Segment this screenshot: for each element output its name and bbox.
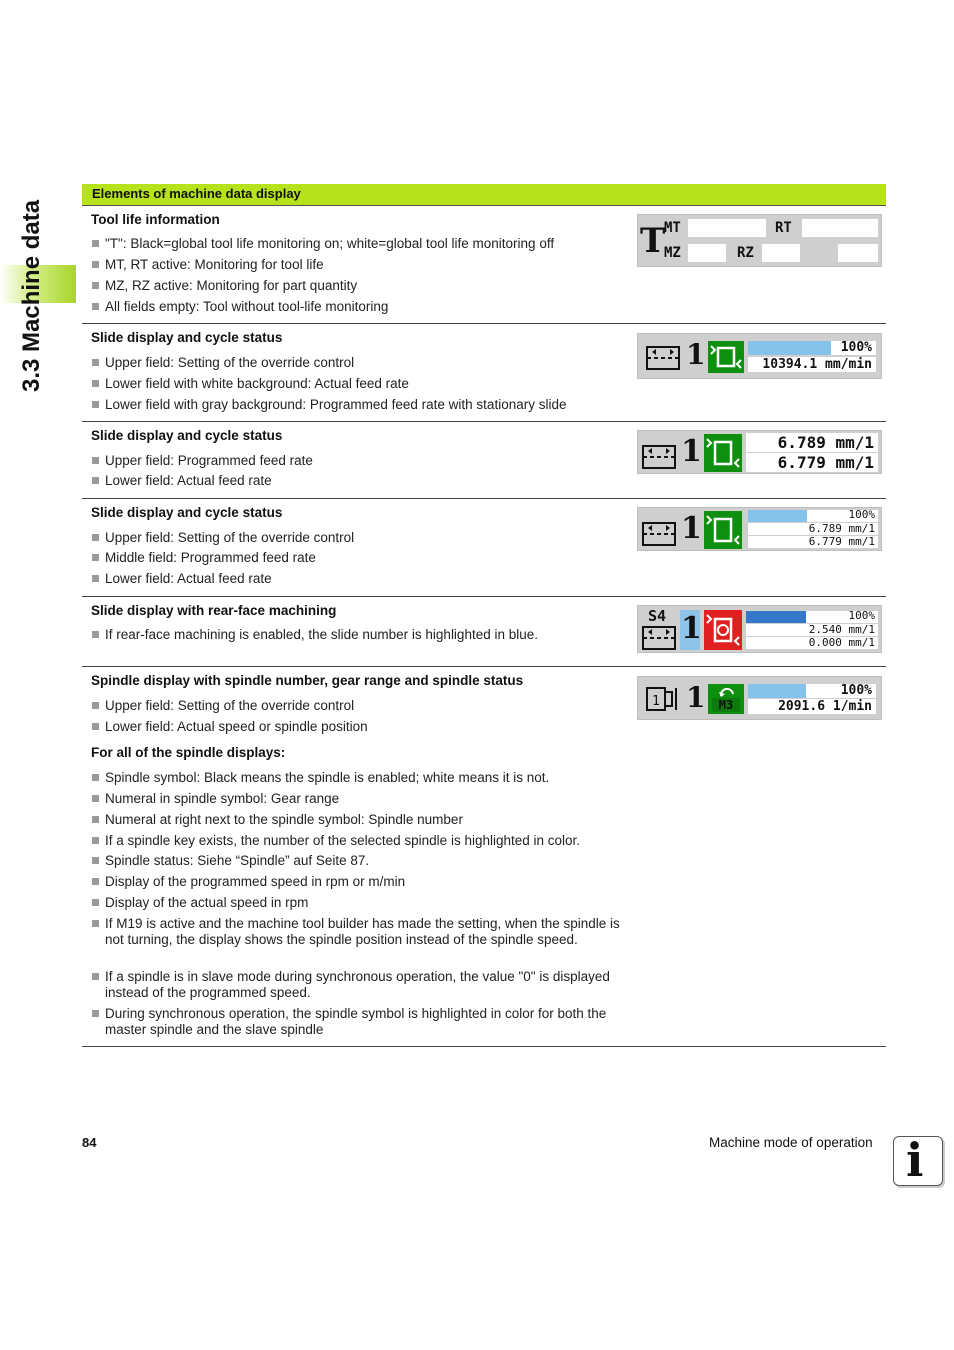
slide-icon [642, 445, 676, 469]
override-bar [748, 510, 807, 522]
actual-feed-value: 6.779 mm/1 [746, 453, 878, 472]
mt-field [688, 219, 766, 237]
slide-display-feed [637, 430, 882, 474]
chapter-title-text: 3.3 Machine data [18, 199, 45, 392]
section-title-slide-1: Slide display and cycle status [91, 330, 283, 345]
list-item: Spindle status: Siehe “Spindle” auf Seite 87. [91, 853, 635, 869]
list-item: During synchronous operation, the spindle symbol is highlighted in color for both the master spindle and the slave spindle [91, 1006, 635, 1038]
override-value: 100% [840, 683, 872, 698]
footer-text: Machine mode of operation [709, 1135, 873, 1150]
list-item: Lower field with white background: Actual feed rate [91, 376, 635, 392]
override-value: 100% [840, 340, 872, 355]
spindle-status-label: M3 [712, 698, 740, 712]
slide-display-three-fields [637, 507, 882, 551]
list-item: "T": Black=global tool life monitoring on; white=global tool life monitoring off [91, 236, 635, 252]
spindle-icon [646, 686, 680, 712]
cycle-status-icon [708, 341, 744, 373]
override-bar [748, 684, 806, 698]
table-header-text: Elements of machine data display [92, 186, 301, 201]
cycle-status-icon [704, 511, 742, 549]
slide-number: 1 [686, 338, 706, 371]
slide-number: 1 [681, 511, 702, 546]
list-item: Upper field: Setting of the override control [91, 355, 635, 371]
override-field [748, 510, 878, 522]
extra-field [838, 244, 878, 262]
list-item: Display of the programmed speed in rpm or m/min [91, 874, 635, 890]
list-item: MZ, RZ active: Monitoring for part quantity [91, 278, 635, 294]
table-header [82, 184, 886, 206]
list-item: Numeral at right next to the spindle symbol: Spindle number [91, 812, 635, 828]
actual-feed-value: 10394.1 mm/min [748, 357, 876, 372]
list-item: If a spindle is in slave mode during synchronous operation, the value "0" is displayed instead of the programmed speed. [91, 969, 635, 1001]
override-bar [746, 611, 806, 623]
override-field [746, 611, 878, 623]
programmed-feed-value: 6.789 mm/1 [746, 433, 878, 452]
list-item: Upper field: Programmed feed rate [91, 453, 635, 469]
rt-field [802, 219, 878, 237]
row-divider [82, 323, 886, 324]
cycle-stop-icon [704, 610, 742, 650]
mt-label: MT [664, 220, 681, 236]
section-title-slide-3: Slide display and cycle status [91, 505, 283, 520]
row-divider [82, 596, 886, 597]
slide-display-override [637, 333, 882, 379]
slide-number: 1 [681, 434, 702, 469]
gear-range-number: 1 [652, 694, 660, 709]
override-field [748, 684, 876, 698]
section-title-slide-2: Slide display and cycle status [91, 428, 283, 443]
list-item: All fields empty: Tool without tool-life monitoring [91, 299, 635, 315]
slide-icon [646, 346, 680, 370]
slide-label: S4 [648, 607, 667, 625]
list-item: MT, RT active: Monitoring for tool life [91, 257, 635, 273]
list-item: If rear-face machining is enabled, the slide number is highlighted in blue. [91, 627, 635, 643]
slide-display-rear-face [637, 605, 882, 653]
list-item: Numeral in spindle symbol: Gear range [91, 791, 635, 807]
cycle-status-icon [704, 434, 742, 472]
actual-feed-value: 0.000 mm/1 [746, 637, 878, 649]
override-value: 100% [848, 609, 875, 622]
section-title-tool-life: Tool life information [91, 212, 220, 227]
list-item: Lower field: Actual feed rate [91, 473, 635, 489]
programmed-feed-value: 2.540 mm/1 [746, 624, 878, 636]
mz-label: MZ [664, 245, 681, 261]
list-item: Lower field: Actual speed or spindle position [91, 719, 635, 735]
rz-field [762, 244, 800, 262]
override-field [748, 341, 876, 355]
list-item: Display of the actual speed in rpm [91, 895, 635, 911]
section-title-rear-face: Slide display with rear-face machining [91, 603, 337, 618]
slide-icon [642, 522, 676, 546]
override-bar [748, 341, 831, 355]
section-title-spindle: Spindle display with spindle number, gear range and spindle status [91, 673, 524, 688]
row-divider [82, 421, 886, 422]
row-divider [82, 498, 886, 499]
rz-label: RZ [737, 245, 754, 261]
row-divider [82, 666, 886, 667]
list-item: If M19 is active and the machine tool builder has made the setting, when the spindle is not turning, the display shows the spindle position instead of the spindle speed. [91, 916, 635, 948]
list-item: Middle field: Programmed feed rate [91, 550, 635, 566]
row-divider [82, 1046, 886, 1047]
list-item: Upper field: Setting of the override control [91, 530, 635, 546]
spindle-speed-value: 2091.6 1/min [748, 699, 876, 714]
list-item: Lower field: Actual feed rate [91, 571, 635, 587]
list-item: Spindle symbol: Black means the spindle is enabled; white means it is not. [91, 770, 635, 786]
spindle-display [637, 676, 882, 720]
mz-field [688, 244, 726, 262]
programmed-feed-value: 6.789 mm/1 [748, 523, 878, 535]
rotation-arrow-icon [718, 685, 736, 699]
list-item: Upper field: Setting of the override control [91, 698, 635, 714]
tool-t-indicator: T [640, 221, 666, 261]
spindle-status-icon [708, 684, 744, 714]
info-icon[interactable] [893, 1133, 943, 1187]
actual-feed-value: 6.779 mm/1 [748, 536, 878, 548]
info-icon-glyph: i [906, 1133, 924, 1187]
page-number: 84 [82, 1135, 97, 1150]
override-value: 100% [848, 508, 875, 521]
slide-number: 1 [681, 611, 702, 646]
rt-label: RT [775, 220, 792, 236]
list-item: If a spindle key exists, the number of the selected spindle is highlighted in color. [91, 833, 635, 849]
spindle-number: 1 [686, 681, 706, 714]
list-item: Lower field with gray background: Programmed feed rate with stationary slide [91, 397, 635, 413]
slide-icon [642, 626, 676, 650]
tool-life-display [637, 214, 882, 267]
subsection-title-all-spindles: For all of the spindle displays: [91, 745, 286, 760]
